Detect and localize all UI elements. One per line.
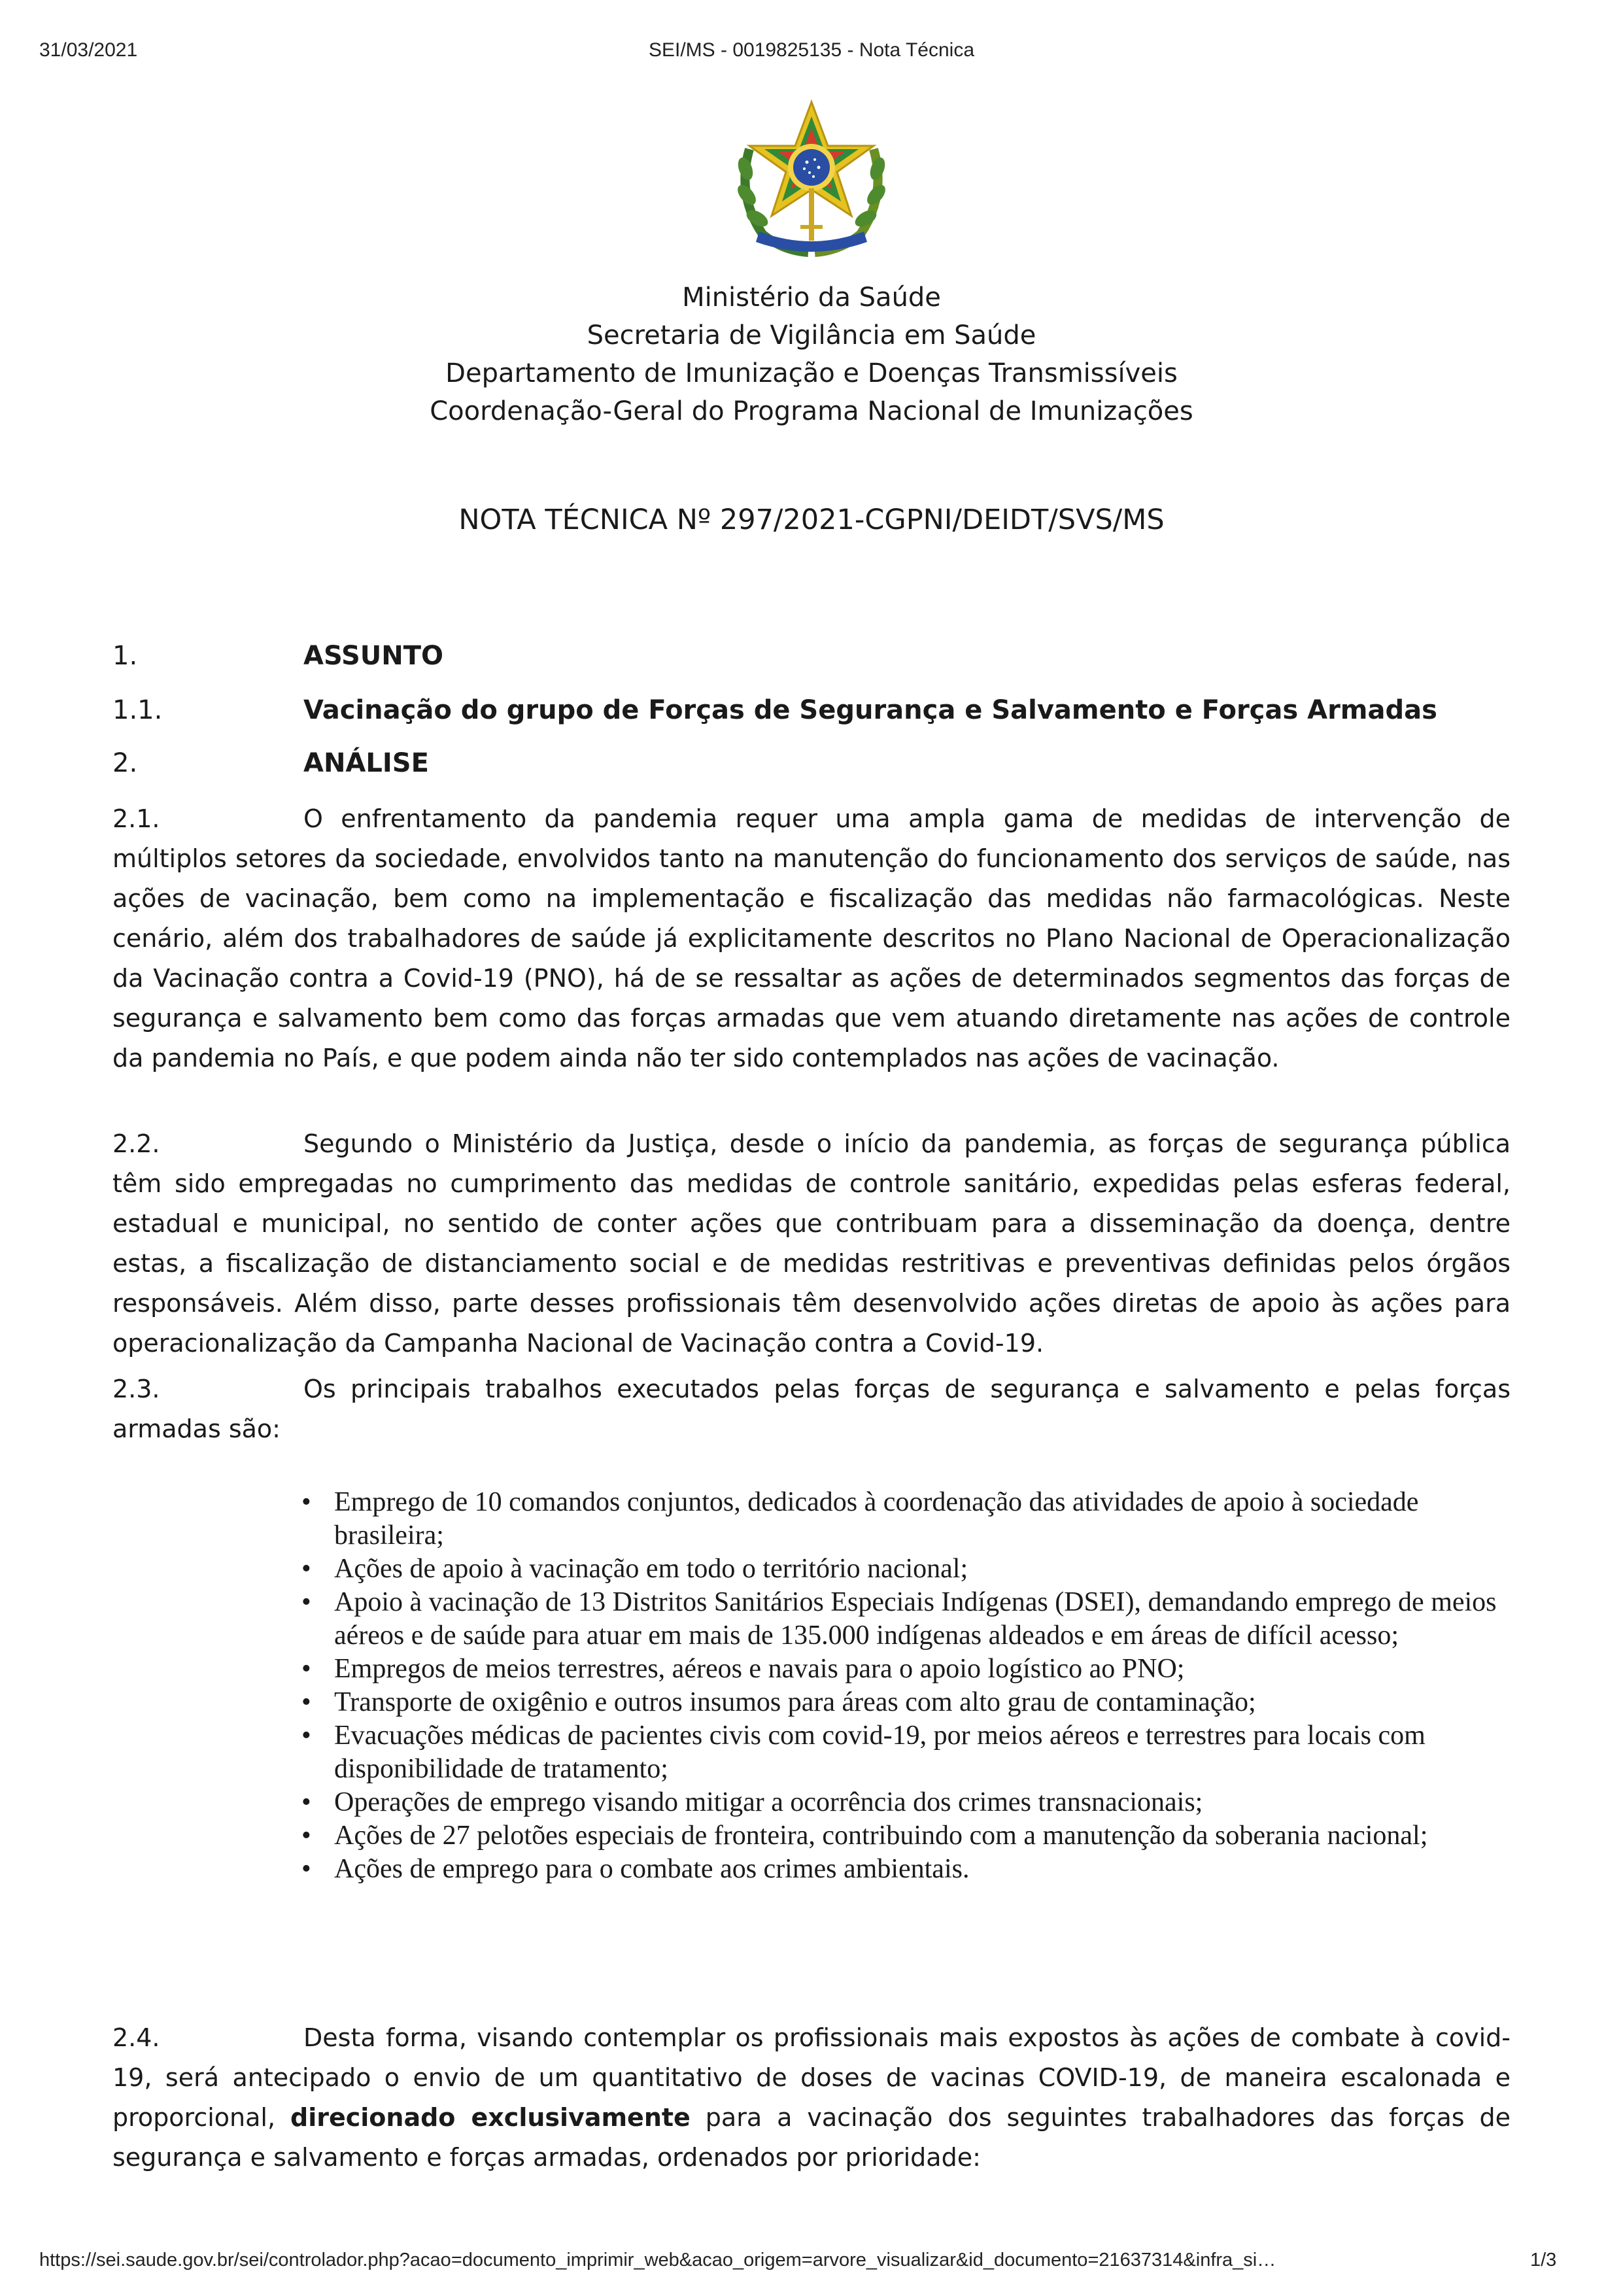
paragraph-text-end: para a vacinação dos seguintes trabalhadores das forças de segurança e salvamento e forças armadas, ordenados por prioridade:	[112, 2103, 1511, 2172]
list-item: • Empregos de meios terrestres, aéreos e navais para o apoio logístico ao PNO;	[298, 1653, 1514, 1686]
print-url: https://sei.saude.gov.br/sei/controlador.php?acao=documento_imprimir_web&acao_origem=arvore_visualizar&id_documento=21637314&infra_si…	[39, 2250, 1276, 2270]
paragraph-number: 2.2.	[112, 1129, 160, 1158]
paragraph-2-3	[112, 1369, 1511, 1449]
list-item: • Ações de emprego para o combate aos crimes ambientais.	[298, 1853, 1514, 1886]
list-item: • Apoio à vacinação de 13 Distritos Sanitários Especiais Indígenas (DSEI), demandando emprego de meios aéreos e de saúde para atuar em mais de 135.000 indígenas aldeados e em áreas de difícil acesso;	[298, 1586, 1514, 1653]
org-coordination: Coordenação-Geral do Programa Nacional de Imunizações	[430, 396, 1193, 426]
print-title: SEI/MS - 0019825135 - Nota Técnica	[648, 39, 975, 61]
section-title: Vacinação do grupo de Forças de Segurança e Salvamento e Forças Armadas	[303, 695, 1437, 725]
paragraph-2-4	[112, 2018, 1511, 2178]
list-item: • Operações de emprego visando mitigar a ocorrência dos crimes transnacionais;	[298, 1786, 1514, 1819]
section-number: 1.	[112, 641, 138, 671]
bullet-list	[298, 1486, 1514, 1886]
list-item: • Ações de apoio à vacinação em todo o território nacional;	[298, 1552, 1514, 1586]
paragraph-number: 2.4.	[112, 2023, 160, 2052]
paragraph-2-2	[112, 1124, 1511, 1363]
document-title: NOTA TÉCNICA Nº 297/2021-CGPNI/DEIDT/SVS/MS	[458, 504, 1165, 536]
list-item: • Ações de 27 pelotões especiais de fronteira, contribuindo com a manutenção da soberania nacional;	[298, 1819, 1514, 1853]
coat-of-arms-icon	[723, 97, 900, 260]
org-secretariat: Secretaria de Vigilância em Saúde	[587, 320, 1036, 351]
print-date: 31/03/2021	[39, 39, 138, 61]
paragraph-2-1	[112, 799, 1511, 1078]
section-title: ANÁLISE	[303, 748, 429, 778]
org-ministry: Ministério da Saúde	[682, 283, 941, 313]
section-title: ASSUNTO	[303, 641, 444, 671]
page-number: 1/3	[1530, 2250, 1557, 2270]
paragraph-text: Os principais trabalhos executados pelas forças de segurança e salvamento e pelas forças armadas são:	[112, 1375, 1511, 1443]
organization-header	[0, 279, 1623, 430]
list-item: • Evacuações médicas de pacientes civis com covid-19, por meios aéreos e terrestres para locais com disponibilidade de tratamento;	[298, 1719, 1514, 1786]
list-item: • Emprego de 10 comandos conjuntos, dedicados à coordenação das atividades de apoio à sociedade brasileira;	[298, 1486, 1514, 1552]
paragraph-text: O enfrentamento da pandemia requer uma ampla gama de medidas de intervenção de múltiplos setores da sociedade, envolvidos tanto na manutenção do funcionamento dos serviços de saúde, nas ações de vacinação, bem como na implementação e fiscalização das medidas não farmacológicas. Neste cenário, além dos trabalhadores de saúde já explicitamente descritos no Plano Nacional de Operacionalização da Vacinação contra a Covid-19 (PNO), há de se ressaltar as ações de determinados segmentos das forças de segurança e salvamento bem como das forças armadas que vem atuando diretamente nas ações de controle da pandemia no País, e que podem ainda não ter sido contemplados nas ações de vacinação.	[112, 804, 1511, 1072]
org-department: Departamento de Imunização e Doenças Transmissíveis	[445, 358, 1178, 388]
section-number: 1.1.	[112, 695, 163, 725]
paragraph-number: 2.3.	[112, 1375, 160, 1403]
paragraph-number: 2.1.	[112, 804, 160, 833]
paragraph-emphasis: direcionado exclusivamente	[290, 2103, 691, 2132]
section-number: 2.	[112, 748, 138, 778]
list-item: • Transporte de oxigênio e outros insumos para áreas com alto grau de contaminação;	[298, 1686, 1514, 1719]
paragraph-text: Segundo o Ministério da Justiça, desde o início da pandemia, as forças de segurança pública têm sido empregadas no cumprimento das medidas de controle sanitário, expedidas pelas esferas federal, estadual e municipal, no sentido de conter ações que contribuam para a disseminação da doença, dentre estas, a fiscalização de distanciamento social e de medidas restritivas e preventivas definidas pelos órgãos responsáveis. Além disso, parte desses profissionais têm desenvolvido ações diretas de apoio às ações para operacionalização da Campanha Nacional de Vacinação contra a Covid-19.	[112, 1129, 1511, 1358]
paragraph-text: Desta forma, visando contemplar os profissionais mais expostos às ações de combate à covid-19, será antecipado o envio de um quantitativo de doses de vacinas COVID-19, de maneira escalonada e proporcional,	[112, 2023, 1511, 2132]
